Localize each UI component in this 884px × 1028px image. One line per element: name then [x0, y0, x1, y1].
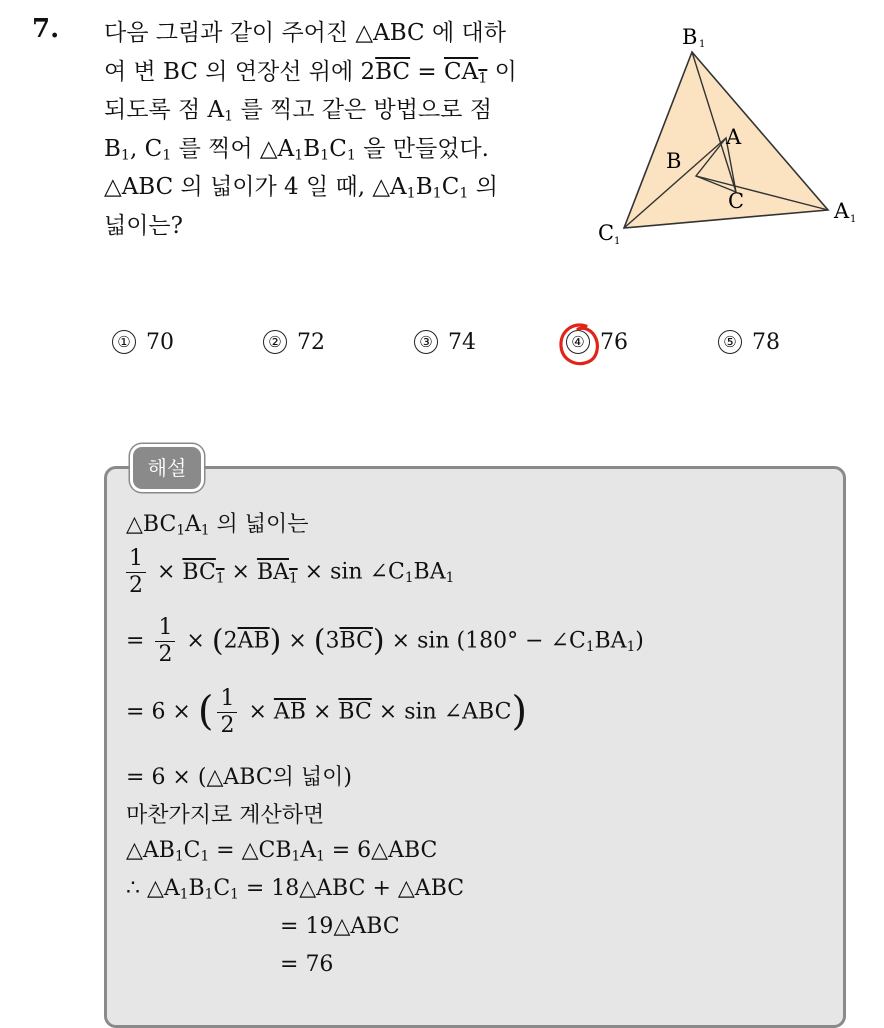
solution-line-9: = 19△ABC [280, 914, 400, 939]
solution-line-2: $\frac{1}{2}$ × $BC_1 \times BA_1 \times \sin$ $\angle C_1BA_1$ [126, 546, 454, 599]
choice-2-number: ② [263, 330, 287, 354]
choice-3-number: ③ [414, 330, 438, 354]
choice-4-number: ④ [566, 330, 590, 354]
solution-line-6: 마찬가지로 계산하면 [126, 803, 325, 828]
answer-circle-mark [556, 320, 602, 370]
solution-line-10: = 76 [280, 952, 334, 977]
label-b: B [666, 149, 682, 173]
label-c1: C [598, 221, 615, 245]
label-c: C [728, 189, 745, 213]
solution-tab: 해설 [130, 444, 204, 492]
label-a1-sub: 1 [850, 214, 857, 225]
solution-line-1: $\triangle BC_1A_1$ 의 넓이는 [126, 512, 309, 539]
question-line-5: △ABC 의 넓이가 4 일 때, $\triangle A_1B_1C_1$ 의 [104, 174, 498, 202]
choice-3-value: 74 [448, 330, 476, 355]
label-b1: B [682, 25, 698, 49]
choice-3[interactable] [414, 330, 476, 355]
question-line-6: 넓이는? [104, 212, 183, 239]
question-text [104, 14, 564, 245]
choice-1-number: ① [112, 330, 136, 354]
question-line-4: $B_1$, $C_1$ 를 찍어 $\triangle A_1B_1C_1$ 을 만들었다. [104, 135, 489, 164]
solution-line-7: $\triangle AB_1C_1$ = $\triangle CB_1A_1$ = 6△ABC [126, 838, 438, 865]
question-line-3: 되도록 점 $A_1$ 를 찍고 같은 방법으로 점 [104, 97, 492, 125]
choice-2-value: 72 [297, 330, 325, 355]
choice-5[interactable] [718, 330, 780, 355]
triangle-figure [590, 24, 865, 254]
label-c1-sub: 1 [614, 236, 621, 247]
label-b1-sub: 1 [699, 39, 706, 50]
choice-5-value: 78 [752, 330, 780, 355]
solution-line-4: = 6 × ( $\frac{1}{2}$ × $\overline{AB} \times \overline{BC} \times \sin$ ∠ABC) [126, 686, 528, 738]
label-a1: A [834, 199, 850, 223]
choice-5-number: ⑤ [718, 330, 742, 354]
choice-1-value: 70 [146, 330, 174, 355]
label-a: A [726, 125, 742, 149]
question-line-1: 다음 그림과 같이 주어진 △ABC 에 대하 [104, 20, 506, 46]
solution-line-3: = $\frac{1}{2}$ × $(2\overline{AB}) \times (3\overline{BC}) \times \sin (180^\circ$ − $\angle C_1BA_1$) [126, 615, 644, 667]
answer-choices [0, 330, 884, 366]
question-line-2: 여 변 BC 의 연장선 위에 $2\overline{BC} = CA_1$ 이 [104, 58, 517, 87]
choice-4-value: 76 [600, 330, 628, 355]
solution-line-8: ∴ $\triangle A_1B_1C_1$ = 18△ABC + △ABC [126, 876, 465, 903]
choice-2[interactable] [263, 330, 325, 355]
solution-line-5: = 6 × (△ABC의 넓이) [126, 765, 352, 790]
choice-1[interactable] [112, 330, 174, 355]
question-number: 7. [32, 14, 60, 44]
